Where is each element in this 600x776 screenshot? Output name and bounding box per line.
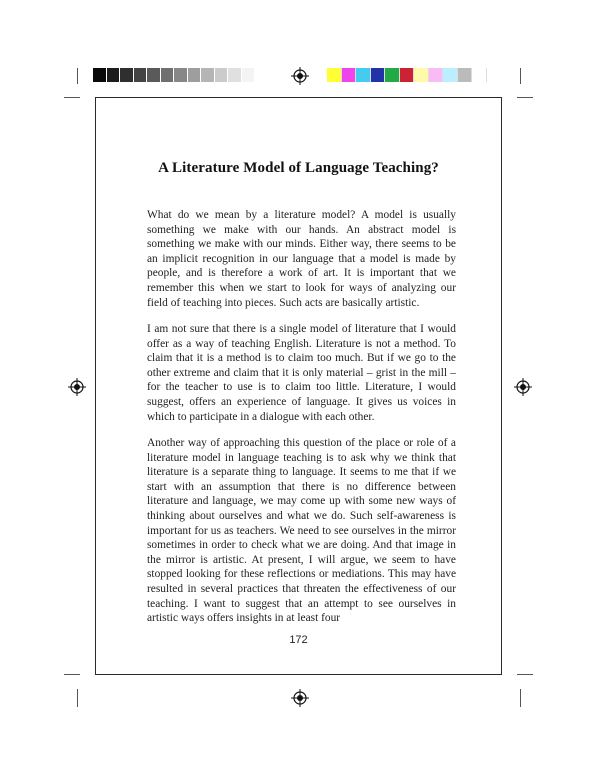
crop-mark-bottom-right-horizontal	[517, 674, 533, 675]
gray-swatch	[228, 68, 242, 82]
gray-swatch	[134, 68, 148, 82]
color-swatch	[443, 68, 458, 82]
crop-mark-top-right-horizontal	[517, 97, 533, 98]
crop-mark-top-left-vertical	[77, 68, 78, 84]
paragraph-1: What do we mean by a literature model? A model is usually something we make with our hands. An abstract model is something we make with our minds. Either way, there seems to be an implicit recognition in our language that a model is made by people, and is therefore a work of art. It is important that we remember this when we start to look for ways of analyzing our field of teaching into pieces. Such acts are basically artistic.	[147, 209, 456, 309]
gray-swatch	[93, 68, 107, 82]
gray-swatch	[242, 68, 256, 82]
color-swatch	[414, 68, 429, 82]
page-number: 172	[289, 634, 308, 646]
gray-swatch	[188, 68, 202, 82]
color-swatch	[472, 68, 487, 82]
color-swatch	[371, 68, 386, 82]
paragraph-3: Another way of approaching this question of the place or role of a literature model in language teaching is to ask why we think that literature is a separate thing to language. It seems to me that if we start with an assumption that there is no difference between literature and language, we may come up with some new ways of thinking about ourselves and what we do. Such self-awareness is important for us as teachers. We need to see ourselves in the mirror sometimes in order to check what we are doing. And that image in the mirror is artistic. At present, I will argue, we seem to have stopped looking for these reflections or mediations. This may have resulted in several practices that threaten the effectiveness of our teaching. I want to suggest that an attempt to see ourselves in artistic ways offers insights in at least four	[147, 437, 456, 625]
gray-swatch	[147, 68, 161, 82]
color-swatch	[400, 68, 415, 82]
color-swatch	[458, 68, 473, 82]
gray-calibration-bar	[93, 68, 255, 82]
registration-mark-right-icon	[514, 378, 532, 396]
color-calibration-bar	[327, 68, 487, 82]
gray-swatch	[120, 68, 134, 82]
gray-swatch	[161, 68, 175, 82]
gray-swatch	[201, 68, 215, 82]
color-swatch	[356, 68, 371, 82]
crop-mark-bottom-left-horizontal	[64, 674, 80, 675]
color-swatch	[429, 68, 444, 82]
color-swatch	[327, 68, 342, 82]
color-swatch	[342, 68, 357, 82]
gray-swatch	[107, 68, 121, 82]
paragraph-2: I am not sure that there is a single model of literature that I would offer as a way of teaching English. Literature is not a method. To claim that it is a method is to claim too much. But if we go to the other extreme and claim that it is only material – grist in the mill – for the teacher to use is to claim too little. Literature, I would suggest, offers an experience of language. It gives us voices in which to participate in a dialogue with each other.	[147, 323, 456, 423]
crop-mark-bottom-left-vertical	[77, 689, 78, 707]
registration-mark-bottom-icon	[291, 689, 309, 707]
gray-swatch	[215, 68, 229, 82]
page-title: A Literature Model of Language Teaching?	[158, 160, 439, 176]
registration-mark-left-icon	[68, 378, 86, 396]
crop-mark-top-right-vertical	[520, 68, 521, 84]
registration-mark-top-icon	[291, 67, 309, 85]
crop-mark-bottom-right-vertical	[520, 689, 521, 707]
color-swatch	[385, 68, 400, 82]
crop-mark-top-left-horizontal	[64, 97, 80, 98]
gray-swatch	[174, 68, 188, 82]
